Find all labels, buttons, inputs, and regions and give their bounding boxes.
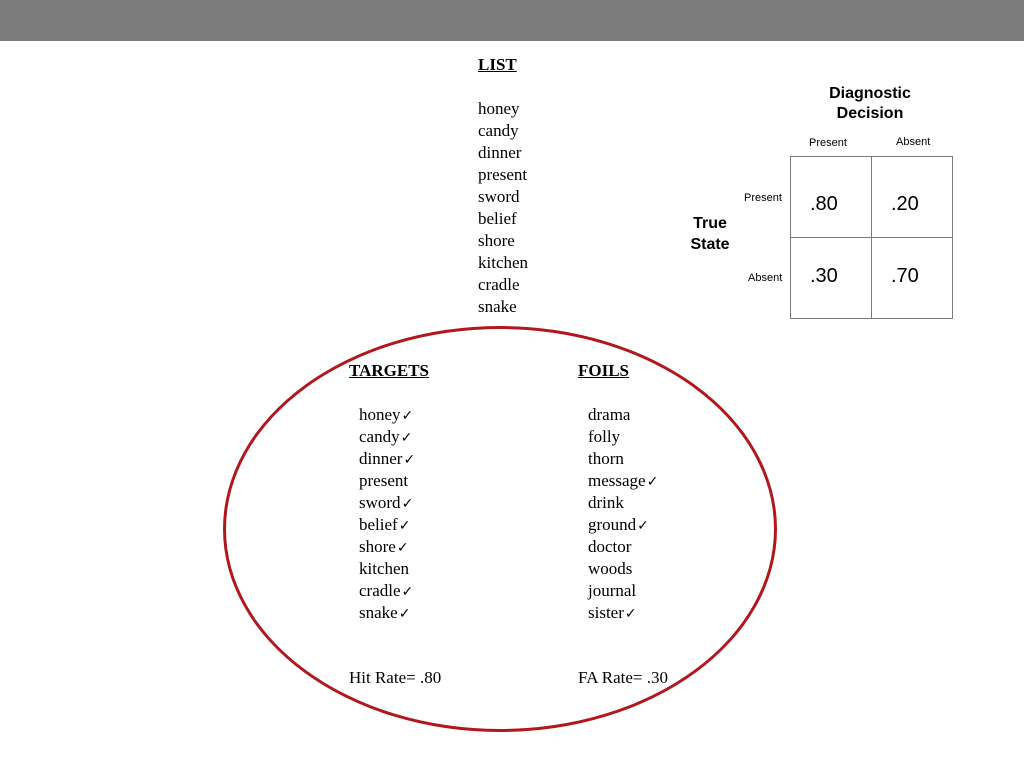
target-item xyxy=(359,580,429,602)
matrix-cell xyxy=(791,238,872,319)
target-item xyxy=(359,514,429,536)
matrix-row xyxy=(791,157,953,238)
foil-item xyxy=(588,580,658,602)
list-heading: LIST xyxy=(478,55,517,74)
row-label-absent: Absent xyxy=(748,272,783,284)
target-item xyxy=(359,404,429,426)
checkmark-icon: ✓ xyxy=(624,606,637,622)
target-word: belief xyxy=(359,515,398,534)
study-list xyxy=(478,54,528,318)
foil-item xyxy=(588,404,658,426)
foil-word: folly xyxy=(588,427,621,446)
matrix-value: .70 xyxy=(891,265,919,287)
matrix-value: .20 xyxy=(891,193,919,215)
foil-word: sister xyxy=(588,603,624,622)
list-item: present xyxy=(478,165,528,184)
row-title xyxy=(680,213,740,255)
foil-item xyxy=(588,558,658,580)
false-alarm-rate: FA Rate= .30 xyxy=(578,668,669,687)
top-bar xyxy=(0,0,1024,41)
decision-matrix xyxy=(790,156,953,319)
list-item: shore xyxy=(478,231,515,250)
foil-item xyxy=(588,492,658,514)
target-word: present xyxy=(359,471,409,490)
foil-word: message xyxy=(588,471,646,490)
list-item: cradle xyxy=(478,275,520,294)
targets-list xyxy=(349,404,429,624)
row-label-present: Present xyxy=(744,192,782,204)
list-item: sword xyxy=(478,187,520,206)
foil-word: thorn xyxy=(588,449,624,468)
foil-word: ground xyxy=(588,515,637,534)
foil-word: doctor xyxy=(588,537,632,556)
foils-heading: FOILS xyxy=(578,361,630,380)
checkmark-icon: ✓ xyxy=(401,584,414,600)
target-word: cradle xyxy=(359,581,401,600)
column-label-absent: Absent xyxy=(896,136,931,148)
foil-item xyxy=(588,514,658,536)
row-title-line: True xyxy=(693,215,727,232)
targets-heading: TARGETS xyxy=(349,361,429,380)
target-word: candy xyxy=(359,427,400,446)
target-word: snake xyxy=(359,603,398,622)
matrix-cell xyxy=(872,238,953,319)
matrix-value: .80 xyxy=(810,193,838,215)
matrix-value: .30 xyxy=(810,265,838,287)
target-word: shore xyxy=(359,537,396,556)
target-word: kitchen xyxy=(359,559,410,578)
checkmark-icon: ✓ xyxy=(403,452,416,468)
foil-item xyxy=(588,426,658,448)
targets-column xyxy=(349,360,429,624)
target-item xyxy=(359,426,429,448)
row-title-line: State xyxy=(690,236,730,253)
foils-list xyxy=(578,404,658,624)
matrix-title-line: Decision xyxy=(836,105,904,122)
foil-item xyxy=(588,448,658,470)
foil-word: drama xyxy=(588,405,631,424)
target-item xyxy=(359,470,429,492)
checkmark-icon: ✓ xyxy=(396,540,409,556)
list-item: honey xyxy=(478,99,520,118)
checkmark-icon: ✓ xyxy=(401,496,414,512)
list-item: snake xyxy=(478,297,517,316)
list-item: candy xyxy=(478,121,519,140)
list-item: kitchen xyxy=(478,253,529,272)
target-word: honey xyxy=(359,405,401,424)
matrix-title-line: Diagnostic xyxy=(829,85,911,102)
foils-column xyxy=(578,360,658,624)
foil-item xyxy=(588,536,658,558)
test-ellipse xyxy=(223,326,777,732)
list-item: dinner xyxy=(478,143,522,162)
matrix-cell xyxy=(791,157,872,238)
matrix-title xyxy=(800,84,940,124)
matrix-cell xyxy=(872,157,953,238)
hit-rate: Hit Rate= .80 xyxy=(349,668,442,687)
list-items xyxy=(478,98,528,318)
foil-item xyxy=(588,602,658,624)
target-item xyxy=(359,558,429,580)
foil-word: drink xyxy=(588,493,624,512)
target-item xyxy=(359,492,429,514)
checkmark-icon: ✓ xyxy=(401,408,414,424)
list-item: belief xyxy=(478,209,517,228)
checkmark-icon: ✓ xyxy=(398,606,411,622)
target-item xyxy=(359,536,429,558)
checkmark-icon: ✓ xyxy=(400,430,413,446)
target-item xyxy=(359,602,429,624)
target-word: sword xyxy=(359,493,401,512)
checkmark-icon: ✓ xyxy=(398,518,411,534)
matrix-row xyxy=(791,238,953,319)
target-word: dinner xyxy=(359,449,403,468)
checkmark-icon: ✓ xyxy=(637,518,649,534)
target-item xyxy=(359,448,429,470)
foil-item xyxy=(588,470,658,492)
foil-word: journal xyxy=(588,581,637,600)
column-label-present: Present xyxy=(809,137,847,149)
foil-word: woods xyxy=(588,559,633,578)
checkmark-icon: ✓ xyxy=(646,474,659,490)
